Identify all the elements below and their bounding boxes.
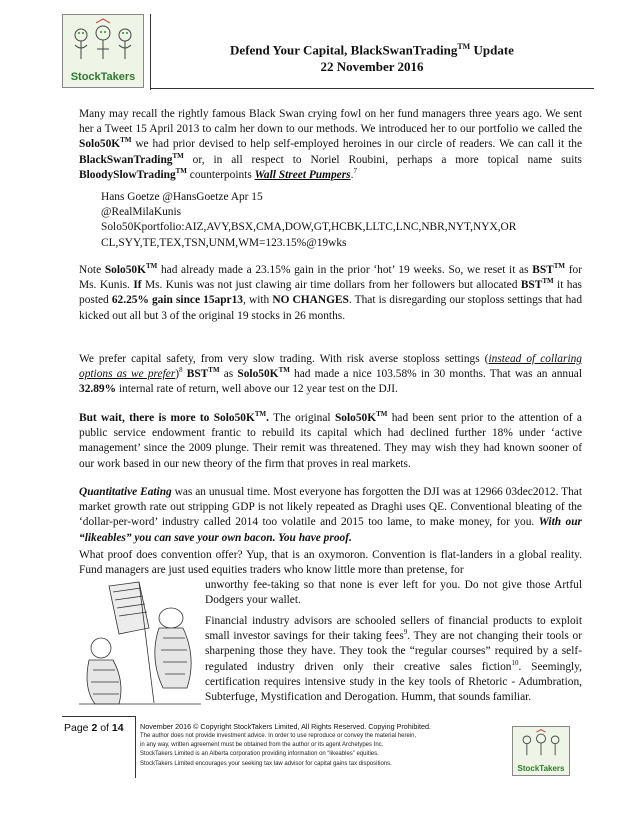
footer-copyright: November 2016 © Copyright StockTakers Limited, All Rights Reserved. Copying Prohibited.	[140, 722, 431, 731]
paragraph-financial-advisors: Financial industry advisors are schooled sellers of financial products to exploit small investor savings for their taking fees$^9$. They are not changing their tools or sharpening those they have. They took the “regular courses” required by a self-regulated industry driven only their creative sales fiction$^{10}$. Seemingly, certification requires intensive study in the key tools of Rhetoric - Adumbration, Subterfuge, Mystification and Derogation. Humm, that sounds familiar.	[205, 615, 582, 704]
footer-logo-text: StockTakers	[517, 764, 565, 773]
mad-hatter-illustration	[79, 578, 201, 708]
footer-line-tax: StockTakers Limited encourages your seeking tax law advisor for capital gains tax dispositions.	[140, 760, 392, 767]
footer-divider-horizontal	[62, 716, 136, 717]
cartoon-faces-icon	[63, 15, 143, 71]
page-title	[152, 38, 592, 75]
footer-stocktakers-logo	[512, 726, 570, 776]
paragraph-note: Note Solo50K™ had already made a 23.15% gain in the prior ‘hot’ 19 weeks. So, we reset it as BST™ for Ms. Kunis. If Ms. Kunis was not just clawing air time dollars from her followers but allocated BST™ it has posted 62.25% gain since 15apr13, with NO CHANGES. That is disregarding our stoploss settings that had kicked out all but 3 of the original 19 stocks in 26 months.	[79, 262, 583, 322]
paragraph-capital-safety: We prefer capital safety, from very slow trading. With risk averse stoploss settings (instead of collaring options as we prefer)$^8$ BST™ as Solo50K™ had made a nice 103.58% in 30 months. That was an annual 32.89% internal rate of return, well above our 12 year test on the DJI.	[79, 353, 583, 396]
paragraph-more-solo50k: But wait, there is more to Solo50K™. The original Solo50K™ had been sent prior to the attention of a public service endowment frantic to rebuild its capital which had declined further 18% under ‘active management’ since the 2009 plunge. Their remit was threatened. They may wish they had known sooner of our work based in our new theory of the firm that proves in real markets.	[79, 410, 582, 470]
page-number: Page 2 of 14	[64, 722, 124, 734]
total-pages: 14	[111, 722, 124, 734]
header-divider-vertical	[150, 14, 151, 90]
wall-street-pumpers-link: Wall Street Pumpers	[254, 168, 351, 181]
title-tail: Update	[470, 42, 514, 58]
paragraph-proof-part1: What proof does convention offer? Yup, that is an oxymoron. Convention is flat-landers in a global reality. Fund managers are just used equities traders who know little more than pretense, for	[79, 549, 582, 577]
logo-text: StockTakers	[70, 71, 136, 83]
footer-line-advice: The author does not provide investment advice. In order to use reproduce or convey the material herein,	[140, 733, 417, 739]
tweet-body-line1: Solo50Kportfolio:AIZ,AVY,BSX,CMA,DOW,GT,HCBK,LLTC,LNC,NBR,NYT,NYX,OR	[101, 221, 517, 234]
footer-cartoon-faces-icon	[513, 727, 569, 763]
footer-disclaimer	[140, 721, 500, 769]
title-tm: TM	[457, 42, 471, 51]
footer-divider-vertical	[135, 716, 136, 778]
header-divider-horizontal	[150, 88, 594, 89]
paragraph-proof-part2: unworthy fee-taking so that none is ever left for you. Do not give those Artful Dodgers your wallet.	[205, 579, 582, 607]
paragraph-quantitative-eating: Quantitative Eating was an unusual time. Most everyone has forgotten the DJI was at 12966 03dec2012. That market growth rate out stripping GDP is not likely repeated as Draghi uses QE. Conventional bleating of the ‘dollar-per-word’ industry called 2014 too volatile and 2015 too lame, to make money, for you. With our “likeables” you can save your own bacon. You have proof.	[79, 486, 582, 544]
title-main: Defend Your Capital, BlackSwanTrading	[230, 42, 458, 58]
tweet-body-line2: CL,SYY,TE,TEX,TSN,UNM,WM=123.15%@19wks	[101, 236, 347, 249]
stocktakers-logo	[62, 14, 144, 88]
title-date: 22 November 2016	[320, 59, 424, 75]
paragraph-intro: Many may recall the rightly famous Black Swan crying fowl on her fund managers three years ago. We sent her a Tweet 15 April 2013 to calm her down to our methods. We introduced her to our portfolio we called the Solo50K™ we had prior devised to help self-employed heroines in our circle of readers. We can call it the BlackSwanTrading™ or, in all respect to Noriel Roubini, perhaps a more topical name suits BloodySlowTrading™ counterpoints Wall Street Pumpers.$^7$	[79, 108, 582, 181]
current-page: 2	[91, 722, 98, 734]
footer-line-agreement: in any way, written agreement must be obtained from the author or its agent Archetypes Inc.	[140, 742, 384, 749]
tweet-recipient: @RealMilaKunis	[101, 206, 182, 219]
tweet-quote	[101, 190, 581, 251]
footer-line-corporation: StockTakers Limited is an Alberta corporation providing information on “likeables” equities.	[140, 751, 379, 758]
tweet-author: Hans Goetze @HansGoetze Apr 15	[101, 191, 263, 203]
tenniel-illustration-icon	[79, 578, 201, 708]
